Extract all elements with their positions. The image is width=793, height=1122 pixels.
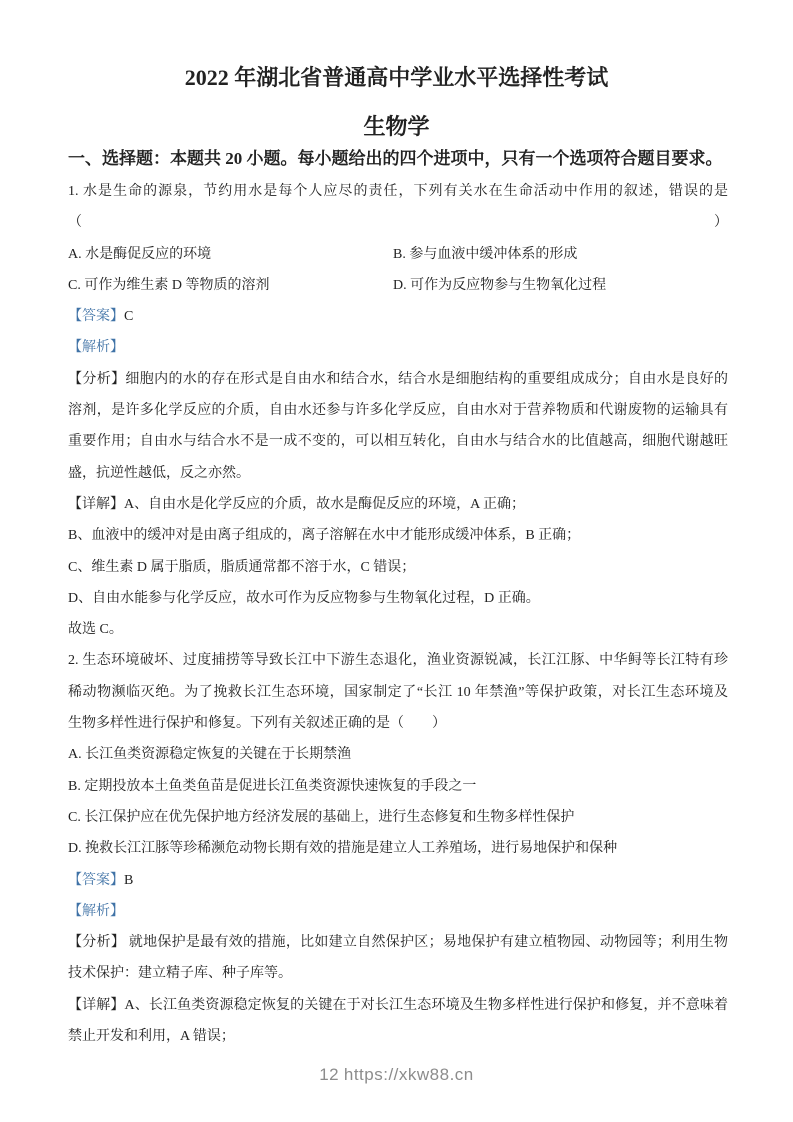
question-1-detail-line: D、自由水能参与化学反应，故水可作为反应物参与生物氧化过程，D 正确。 (68, 590, 540, 606)
exam-body (0, 176, 793, 1052)
section-instruction: 一、选择题：本题共 20 小题。每小题给出的四个进项中，只有一个选项符合题目要求。 (68, 149, 723, 168)
question-2-explanation-line (68, 896, 728, 927)
explanation-label: 【解析】 (68, 903, 124, 919)
question-1-option-a: A. 水是酶促反应的环境 (68, 246, 212, 262)
question-1-conclusion: 故选 C。 (68, 622, 123, 638)
question-1-option-b: B. 参与血液中缓冲体系的形成 (393, 246, 578, 262)
question-2-stem-line: 稀动物濒临灭绝。为了挽救长江生态环境，国家制定了“长江 10 年禁渔”等保护政策，对长江生态环境及 (68, 684, 728, 700)
question-2-analysis-line: 【分析】 就地保护是最有效的措施，比如建立自然保护区；易地保护有建立植物园、动物园等；利用生物 (68, 935, 728, 951)
question-1-detail-line: 【详解】A、自由水是化学反应的介质，故水是酶促反应的环境，A 正确； (68, 496, 525, 512)
question-2-option-a: A. 长江鱼类资源稳定恢复的关键在于长期禁渔 (68, 747, 352, 763)
question-2-answer-line (68, 865, 728, 896)
exam-title: 2022 年湖北省普通高中学业水平选择性考试 (184, 65, 609, 90)
question-1-analysis-line: 盛，抗逆性越低，反之亦然。 (68, 465, 250, 481)
question-1-answer-line (68, 301, 728, 332)
footer-url: https://xkw88.cn (343, 1065, 474, 1084)
question-2-stem-line: 2. 生态环境破坏、过度捕捞等导致长江中下游生态退化，渔业资源锐减，长江江豚、中华鲟等长江特有珍 (68, 653, 728, 669)
question-1-option-c: C. 可作为维生素 D 等物质的溶剂 (68, 277, 270, 293)
question-1-explanation-line (68, 332, 728, 363)
question-1-detail-line: C、维生素 D 属于脂质，脂质通常都不溶于水，C 错误； (68, 559, 416, 575)
question-1-analysis-line: 溶剂，是许多化学反应的介质，自由水还参与许多化学反应，自由水对于营养物质和代谢废物的运输具有 (68, 403, 728, 419)
question-2-option-c: C. 长江保护应在优先保护地方经济发展的基础上，进行生态修复和生物多样性保护 (68, 809, 575, 825)
question-1-analysis-line: 【分析】细胞内的水的存在形式是自由水和结合水，结合水是细胞结构的重要组成成分；自由水是良好的 (68, 371, 728, 387)
answer-label: 【答案】 (68, 309, 124, 325)
question-1-detail-line: B、血液中的缓冲对是由离子组成的，离子溶解在水中才能形成缓冲体系，B 正确； (68, 528, 581, 544)
question-1-answer-value: C (124, 309, 134, 325)
question-2-detail-line: 禁止开发和利用，A 错误； (68, 1029, 235, 1045)
question-2-answer-value: B (124, 872, 134, 888)
question-1-analysis-line: 重要作用；自由水与结合水不是一成不变的，可以相互转化，自由水与结合水的比值越高，细胞代谢越旺 (68, 434, 728, 450)
question-1-options-row-1 (68, 239, 728, 270)
footer-page-number: 12 (319, 1065, 340, 1084)
answer-label: 【答案】 (68, 872, 124, 888)
question-1-stem: 1. 水是生命的源泉，节约用水是每个人应尽的责任，下列有关水在生命活动中作用的叙述，错误的是（ ） (68, 184, 728, 231)
question-2-stem-line: 生物多样性进行保护和修复。下列有关叙述正确的是（ ） (68, 716, 446, 732)
question-2-option-d: D. 挽救长江江豚等珍稀濒危动物长期有效的措施是建立人工养殖场，进行易地保护和保种 (68, 841, 618, 857)
question-2-option-b: B. 定期投放本土鱼类鱼苗是促进长江鱼类资源快速恢复的手段之一 (68, 778, 477, 794)
question-1-options-row-2 (68, 270, 728, 301)
page-footer (0, 1064, 793, 1086)
question-2-detail-line: 【详解】A、长江鱼类资源稳定恢复的关键在于对长江生态环境及生物多样性进行保护和修复，并不意味着 (68, 997, 728, 1013)
exam-subject: 生物学 (363, 114, 430, 139)
question-1-option-d: D. 可作为反应物参与生物氧化过程 (393, 277, 607, 293)
question-2-analysis-line: 技术保护：建立精子库、种子库等。 (68, 966, 292, 982)
explanation-label: 【解析】 (68, 340, 124, 356)
